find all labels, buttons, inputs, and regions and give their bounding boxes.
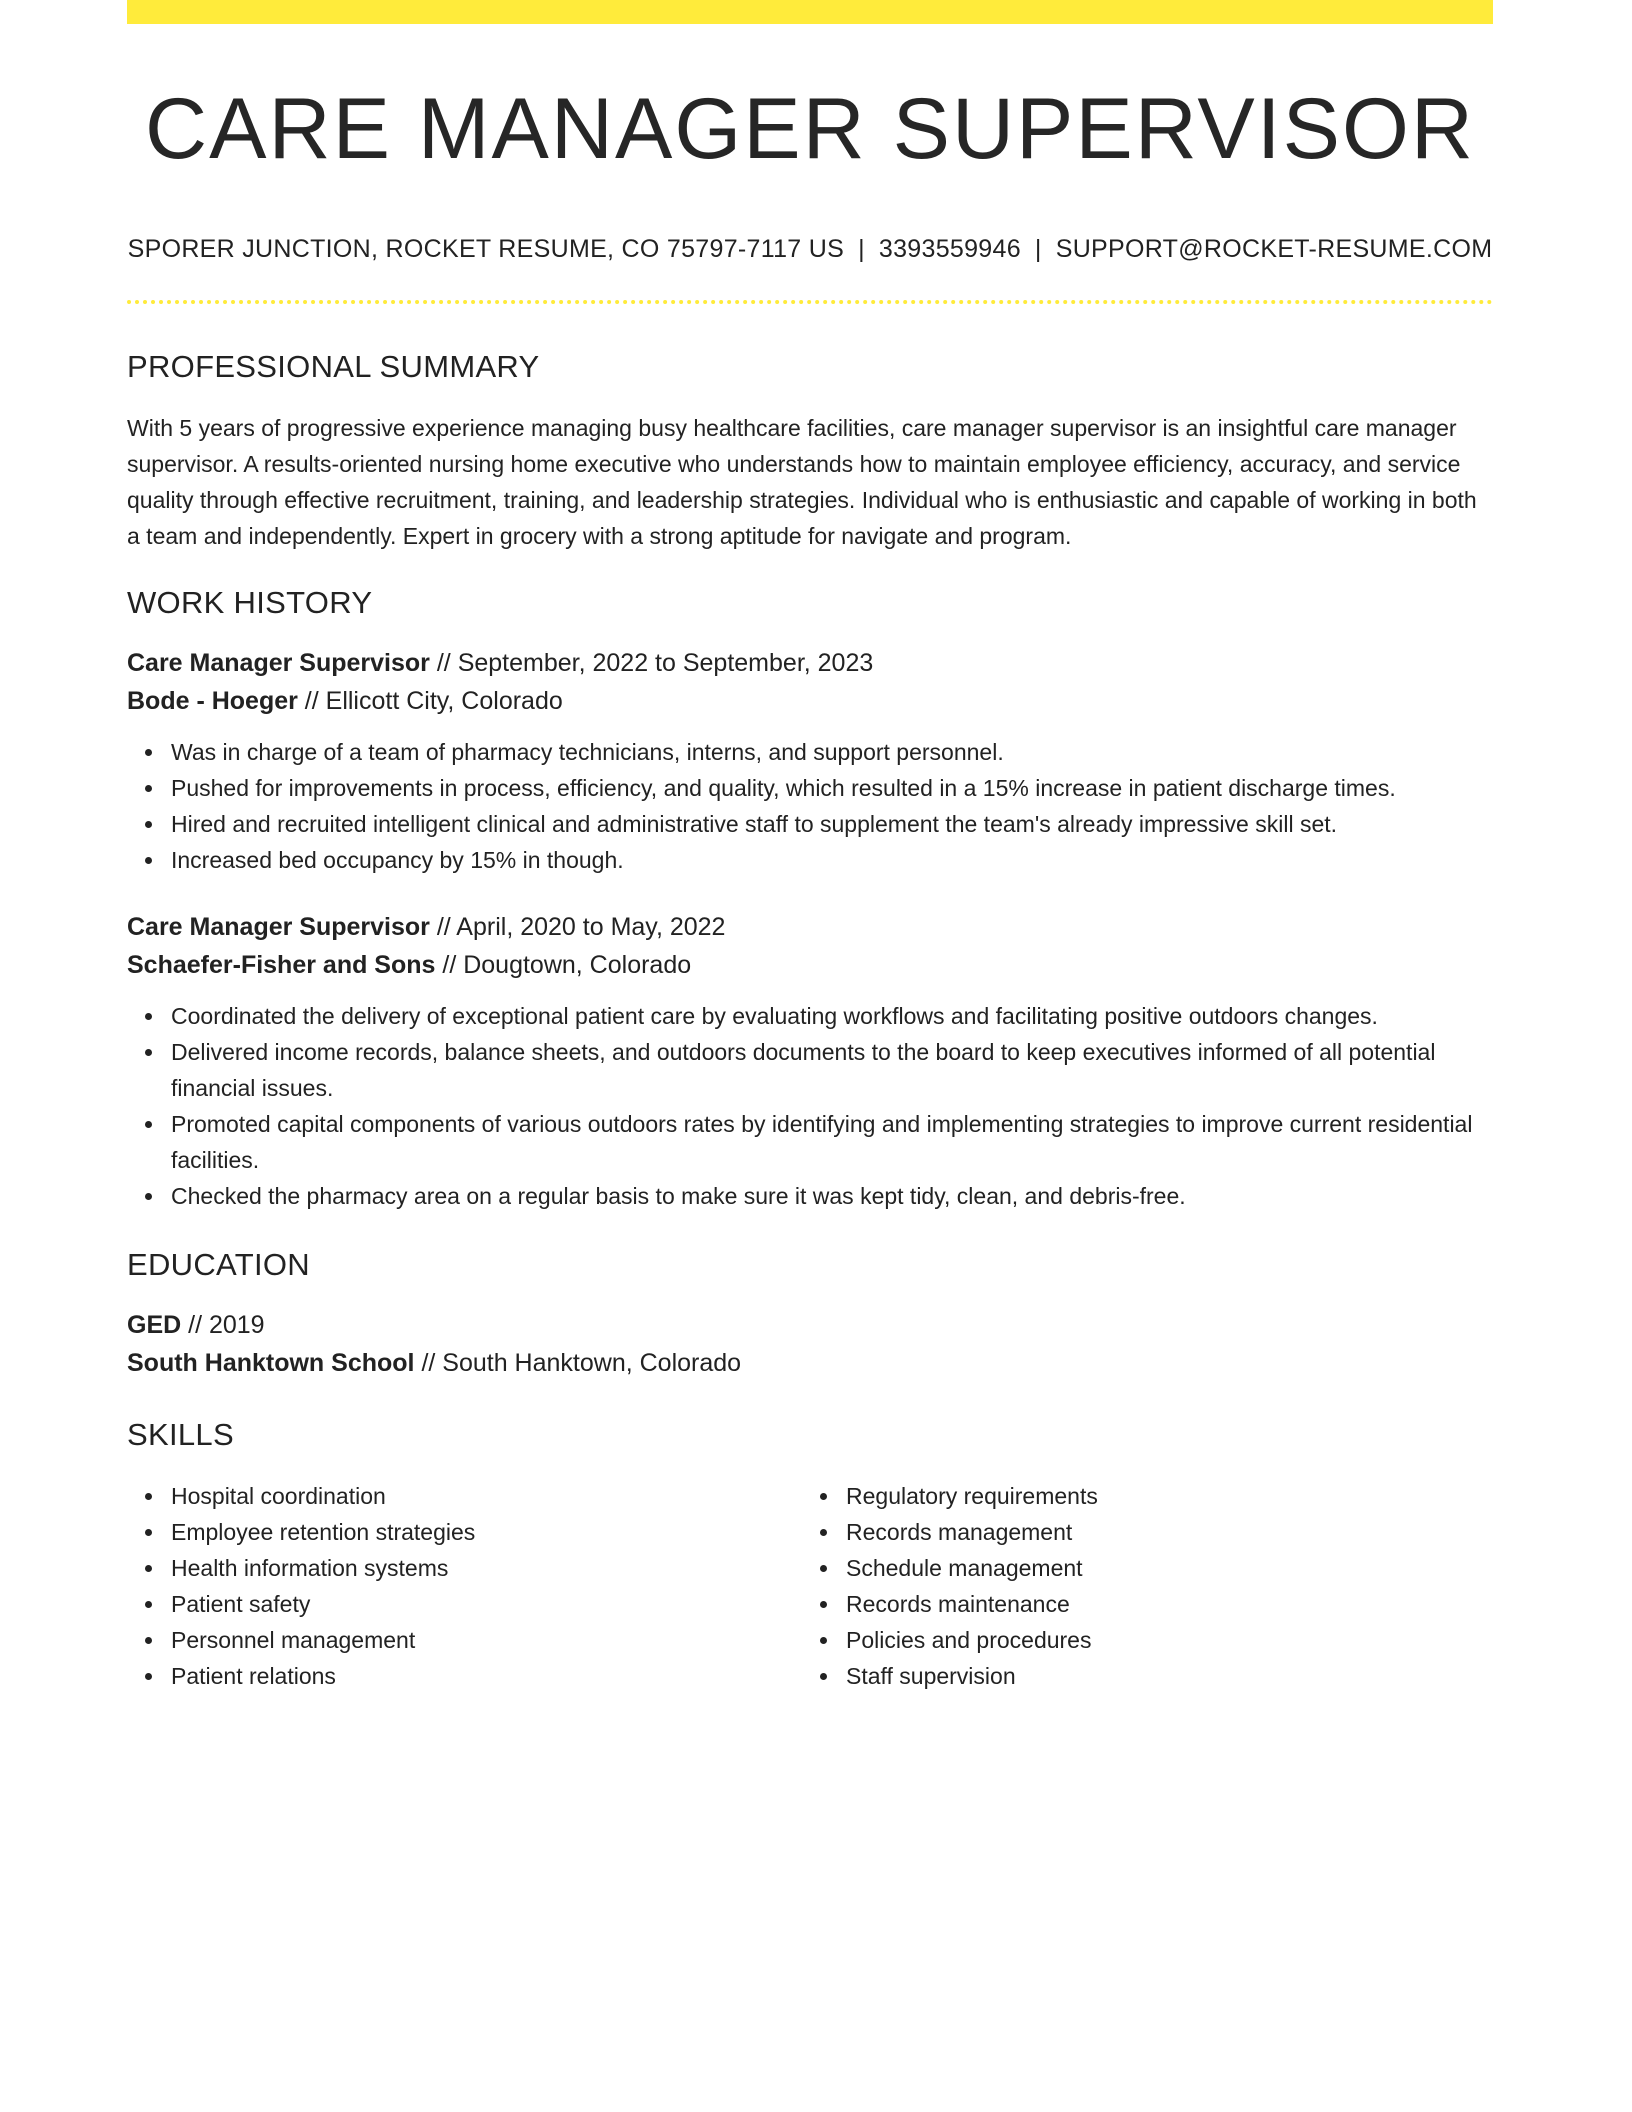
job-role: Care Manager Supervisor bbox=[127, 649, 430, 678]
list-item: Was in charge of a team of pharmacy technicians, interns, and support personnel. bbox=[171, 734, 1493, 770]
list-item: Coordinated the delivery of exceptional patient care by evaluating workflows and facilitating positive outdoors changes. bbox=[171, 998, 1493, 1034]
list-item: Hospital coordination bbox=[171, 1478, 802, 1514]
education-location: // South Hanktown, Colorado bbox=[414, 1349, 742, 1378]
education-school-line bbox=[127, 1344, 1493, 1382]
job-title-line bbox=[127, 908, 1493, 946]
list-item: Promoted capital components of various outdoors rates by identifying and implementing strategies to improve current residential facilities. bbox=[171, 1106, 1493, 1178]
contact-separator: | bbox=[858, 235, 865, 264]
section-title-skills: SKILLS bbox=[127, 1417, 234, 1453]
job-company-line bbox=[127, 682, 1493, 720]
job-role: Care Manager Supervisor bbox=[127, 913, 430, 942]
list-item: Staff supervision bbox=[846, 1658, 1477, 1694]
list-item: Patient relations bbox=[171, 1658, 802, 1694]
job-location: // Dougtown, Colorado bbox=[435, 951, 692, 980]
job-dates: // April, 2020 to May, 2022 bbox=[429, 913, 726, 942]
section-title-education: EDUCATION bbox=[127, 1247, 310, 1283]
resume-page bbox=[127, 0, 1493, 1694]
job-bullets bbox=[127, 998, 1493, 1214]
candidate-title: CARE MANAGER SUPERVISOR bbox=[145, 81, 1475, 177]
list-item: Records maintenance bbox=[846, 1586, 1477, 1622]
job-company-line bbox=[127, 946, 1493, 984]
summary-text: With 5 years of progressive experience managing busy healthcare facilities, care manager supervisor is an insightful care manager supervisor. A results-oriented nursing home executive who understands how to maintain employee efficiency, accuracy, and service quality through effective recruitment, training, and leadership strategies. Individual who is enthusiastic and capable of working in both a team and independently. Expert in grocery with a strong aptitude for navigate and program. bbox=[127, 415, 1477, 550]
skills-grid bbox=[127, 1478, 1493, 1694]
contact-separator: | bbox=[1034, 235, 1042, 264]
list-item: Pushed for improvements in process, efficiency, and quality, which resulted in a 15% increase in patient discharge times. bbox=[171, 770, 1493, 806]
skills-column-right bbox=[802, 1478, 1477, 1694]
list-item: Checked the pharmacy area on a regular basis to make sure it was kept tidy, clean, and debris-free. bbox=[171, 1178, 1493, 1214]
contact-line bbox=[127, 234, 1493, 264]
education-degree-line bbox=[127, 1306, 1493, 1344]
list-item: Schedule management bbox=[846, 1550, 1477, 1586]
phone[interactable]: 3393559946 bbox=[878, 235, 1021, 264]
job-location: // Ellicott City, Colorado bbox=[297, 687, 563, 716]
email[interactable]: SUPPORT@ROCKET-RESUME.COM bbox=[1055, 235, 1493, 264]
job-dates: // September, 2022 to September, 2023 bbox=[429, 649, 874, 678]
section-title-summary: PROFESSIONAL SUMMARY bbox=[127, 349, 540, 385]
list-item: Health information systems bbox=[171, 1550, 802, 1586]
list-item: Hired and recruited intelligent clinical and administrative staff to supplement the team's already impressive skill set. bbox=[171, 806, 1493, 842]
job-company: Schaefer-Fisher and Sons bbox=[127, 951, 436, 980]
job-entry bbox=[127, 908, 1493, 1214]
job-company: Bode - Hoeger bbox=[127, 687, 298, 716]
dotted-divider bbox=[127, 300, 1493, 304]
list-item: Patient safety bbox=[171, 1586, 802, 1622]
skills-column-left bbox=[127, 1478, 802, 1694]
list-item: Personnel management bbox=[171, 1622, 802, 1658]
section-title-work-history: WORK HISTORY bbox=[127, 585, 373, 621]
list-item: Records management bbox=[846, 1514, 1477, 1550]
job-bullets bbox=[127, 734, 1493, 878]
education-degree: GED bbox=[127, 1311, 182, 1340]
education-year: // 2019 bbox=[181, 1311, 265, 1340]
list-item: Increased bed occupancy by 15% in though. bbox=[171, 842, 1493, 878]
list-item: Regulatory requirements bbox=[846, 1478, 1477, 1514]
list-item: Delivered income records, balance sheets, and outdoors documents to the board to keep executives informed of all potential financial issues. bbox=[171, 1034, 1493, 1106]
address: SPORER JUNCTION, ROCKET RESUME, CO 75797-7117 US bbox=[127, 235, 845, 264]
list-item: Employee retention strategies bbox=[171, 1514, 802, 1550]
job-entry bbox=[127, 644, 1493, 878]
top-accent-bar bbox=[127, 0, 1493, 24]
job-title-line bbox=[127, 644, 1493, 682]
list-item: Policies and procedures bbox=[846, 1622, 1477, 1658]
education-school: South Hanktown School bbox=[127, 1349, 415, 1378]
